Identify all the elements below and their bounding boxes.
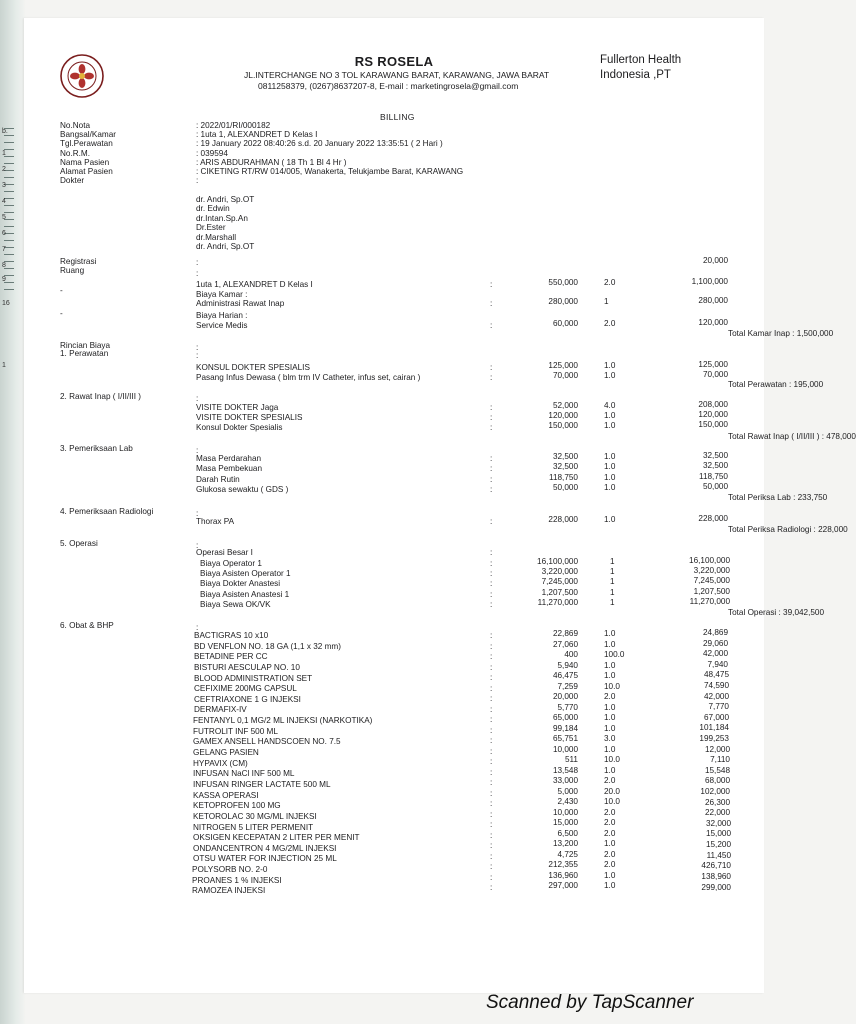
item-name: CEFIXIME 200MG CAPSUL: [194, 684, 297, 694]
item-qty: 1.0: [604, 361, 616, 370]
item-total: 22,000: [704, 808, 730, 818]
item-name: CEFTRIAXONE 1 G INJEKSI: [194, 694, 301, 704]
item-colon: :: [490, 767, 493, 777]
margin-number: 6: [2, 230, 6, 237]
item-total: 26,300: [704, 797, 730, 807]
item-qty: 2.0: [604, 807, 616, 817]
doctor-name: dr. Andri, Sp.OT: [196, 195, 255, 204]
item-name: Biaya Asisten Operator 1: [200, 569, 291, 579]
margin-tick: [4, 254, 14, 255]
item-colon: :: [490, 548, 493, 557]
item-price: 13,548: [552, 765, 578, 775]
dash-mark: -: [60, 286, 63, 295]
item-total: 426,710: [701, 861, 731, 871]
item-total: 68,000: [704, 776, 730, 786]
item-qty: 100.0: [604, 650, 625, 659]
item-qty: 1.0: [604, 660, 616, 670]
section-colon: :: [196, 623, 199, 632]
item-colon: :: [490, 799, 493, 808]
item-price: 13,200: [552, 839, 578, 848]
item-name: Masa Perdarahan: [196, 454, 262, 463]
item-price: 5,000: [557, 786, 578, 796]
item-price: 297,000: [548, 881, 578, 890]
subtotal: Total Kamar Inap : 1,500,000: [728, 329, 834, 338]
subtotal: Total Periksa Lab : 233,750: [728, 493, 828, 502]
margin-number: 3: [2, 182, 6, 189]
item-price: 33,000: [552, 776, 578, 785]
section-label: 4. Pemeriksaan Radiologi: [60, 507, 154, 516]
item-colon: :: [490, 704, 493, 714]
item-total: 7,940: [707, 659, 728, 669]
item-name: GAMEX ANSELL HANDSCOEN NO. 7.5: [193, 737, 341, 747]
info-label: Tgl.Perawatan: [60, 139, 113, 149]
item-price: 65,000: [552, 713, 578, 722]
item-total: 1,207,500: [693, 586, 730, 596]
item-qty: 1.0: [604, 421, 616, 430]
item-total: 15,000: [705, 829, 731, 839]
item-colon: :: [490, 631, 493, 640]
margin-tick: [4, 289, 14, 290]
item-name: Darah Rutin: [196, 474, 240, 484]
item-name: RAMOZEA INJEKSI: [192, 886, 266, 896]
item-total: 32,500: [702, 461, 728, 471]
item-total: 16,100,000: [689, 556, 730, 565]
item-name: BETADINE PER CC: [194, 652, 268, 662]
doctor-name: dr.Intan.Sp.An: [196, 213, 248, 223]
item-name: Administrasi Rawat Inap: [196, 299, 285, 308]
item-price: 150,000: [548, 421, 578, 430]
item-total: 7,110: [710, 755, 730, 765]
item-colon: :: [490, 280, 493, 289]
section-colon: :: [196, 541, 199, 550]
item-colon: :: [490, 403, 493, 412]
subtotal: Total Operasi : 39,042,500: [728, 608, 825, 617]
item-total: 42,000: [703, 691, 729, 701]
item-colon: :: [490, 363, 493, 372]
item-colon: :: [490, 321, 493, 330]
item-qty: 1.0: [604, 744, 616, 754]
section-label: 2. Rawat Inap ( I/II/III ): [60, 392, 141, 401]
section-colon: :: [196, 343, 199, 352]
item-qty: 1.0: [604, 839, 616, 848]
item-colon: :: [490, 862, 493, 871]
item-name: OTSU WATER FOR INJECTION 25 ML: [193, 854, 337, 864]
item-price: 120,000: [548, 411, 578, 420]
margin-number: 4: [2, 198, 6, 205]
item-total: 32,000: [705, 818, 731, 828]
item-price: 2,430: [557, 797, 578, 806]
dash-mark: -: [60, 309, 63, 318]
item-colon: :: [490, 746, 493, 756]
item-total: 11,450: [706, 850, 731, 860]
item-colon: :: [490, 641, 493, 651]
item-name: Operasi Besar I: [196, 548, 253, 557]
item-name: BISTURI AESCULAP NO. 10: [194, 662, 300, 672]
item-total: 67,000: [703, 712, 729, 722]
section-label: 1. Perawatan: [60, 349, 109, 358]
item-price: 136,960: [548, 870, 578, 880]
scanner-watermark: Scanned by TapScanner: [486, 992, 694, 1013]
item-qty: 2.0: [604, 828, 616, 838]
item-colon: :: [490, 652, 493, 661]
section-label: 6. Obat & BHP: [60, 621, 114, 630]
item-qty: 1.0: [604, 629, 616, 638]
hospital-name: RS ROSELA: [354, 54, 434, 69]
item-colon: :: [490, 423, 493, 432]
item-name: KONSUL DOKTER SPESIALIS: [196, 363, 310, 372]
item-total: 150,000: [698, 420, 728, 429]
item-name: GELANG PASIEN: [193, 748, 259, 758]
item-qty: 1.0: [604, 472, 616, 482]
item-total: 125,000: [698, 360, 728, 369]
item-price: 280,000: [548, 297, 578, 306]
item-total: 228,000: [698, 514, 728, 523]
margin-number: 1: [2, 150, 6, 157]
info-label: Alamat Pasien: [60, 167, 113, 176]
info-label: No.R.M.: [60, 148, 91, 158]
item-qty: 1.0: [604, 452, 616, 461]
info-value: : 039594: [196, 148, 228, 158]
item-price: 125,000: [548, 361, 578, 370]
subtotal: Total Perawatan : 195,000: [728, 380, 824, 389]
margin-tick: [4, 177, 14, 178]
item-name: 1uta 1, ALEXANDRET D Kelas I: [196, 280, 313, 289]
item-total: 120,000: [698, 410, 728, 419]
item-total: 208,000: [698, 400, 728, 409]
item-total: 7,245,000: [693, 576, 730, 586]
item-total: 280,000: [698, 296, 728, 305]
item-colon: :: [490, 599, 493, 609]
item-name: Biaya Operator 1: [200, 559, 262, 568]
item-price: 1,207,500: [541, 587, 578, 597]
item-colon: :: [490, 579, 493, 589]
margin-tick: [4, 191, 14, 192]
item-colon: :: [490, 757, 493, 766]
section-colon: :: [196, 509, 199, 518]
margin-number: 2: [2, 166, 6, 173]
hospital-address: JL.INTERCHANGE NO 3 TOL KARAWANG BARAT, KARAWANG, JAWA BARAT: [244, 70, 550, 80]
margin-tick: [4, 226, 14, 227]
item-name: BLOOD ADMINISTRATION SET: [194, 673, 313, 683]
subhead: Biaya Kamar :: [196, 290, 248, 299]
item-name: Konsul Dokter Spesialis: [196, 423, 283, 432]
item-price: 400: [564, 650, 578, 659]
item-total: 3,220,000: [693, 566, 730, 576]
margin-tick: [4, 135, 14, 136]
item-name: KASSA OPERASI: [193, 790, 259, 800]
item-colon: :: [490, 673, 493, 682]
document-title: BILLING: [380, 112, 415, 122]
doctor-name: dr. Andri, Sp.OT: [196, 242, 255, 251]
item-qty: 1.0: [604, 639, 616, 649]
item-name: VISITE DOKTER Jaga: [196, 403, 279, 412]
item-colon: :: [490, 464, 493, 474]
info-label: Nama Pasien: [60, 157, 110, 167]
item-colon: :: [490, 694, 493, 703]
item-qty: 1.0: [604, 515, 616, 524]
item-total: 299,000: [701, 882, 731, 892]
insurer-name: Fullerton Health: [600, 54, 682, 66]
item-qty: 1.0: [604, 411, 616, 420]
item-colon: :: [490, 809, 493, 819]
item-qty: 1: [610, 557, 615, 566]
item-colon: :: [490, 413, 493, 422]
item-total: 1,100,000: [691, 277, 728, 286]
section-colon: :: [196, 351, 199, 360]
item-colon: :: [490, 841, 493, 850]
margin-number: 1: [2, 362, 6, 369]
item-total: 20,000: [702, 256, 728, 265]
margin-tick: [4, 163, 14, 164]
item-price: 228,000: [548, 515, 578, 524]
insurer-company: Indonesia ,PT: [600, 69, 671, 81]
item-colon: :: [490, 715, 493, 724]
item-name: Service Medis: [196, 321, 248, 330]
item-total: 42,000: [702, 649, 728, 659]
item-name: Thorax PA: [196, 517, 235, 526]
item-total: 15,200: [705, 840, 731, 850]
info-label: Dokter: [60, 176, 85, 186]
item-qty: 1.0: [604, 765, 616, 775]
item-price: 7,245,000: [541, 577, 578, 587]
item-name: NITROGEN 5 LITER PERMENIT: [193, 822, 314, 832]
item-colon: :: [490, 883, 493, 892]
item-colon: :: [490, 589, 493, 599]
item-qty: 1: [610, 597, 615, 607]
item-price: 20,000: [552, 692, 578, 701]
item-qty: 2.0: [604, 818, 616, 827]
item-qty: 3.0: [604, 734, 616, 743]
item-name: Biaya Asisten Anastesi 1: [200, 589, 290, 599]
item-price: 60,000: [552, 319, 578, 328]
billing-sheet: [24, 18, 764, 993]
item-price: 32,500: [552, 462, 578, 472]
item-qty: 2.0: [604, 849, 616, 859]
section-colon: :: [196, 269, 199, 278]
item-colon: :: [490, 559, 493, 568]
item-qty: 1.0: [604, 671, 616, 680]
item-total: 120,000: [698, 318, 728, 327]
item-qty: 1.0: [604, 462, 616, 472]
item-total: 138,960: [701, 871, 731, 881]
item-colon: :: [490, 454, 493, 463]
item-total: 199,253: [699, 734, 729, 744]
item-total: 15,548: [704, 765, 730, 775]
item-price: 212,355: [548, 860, 578, 869]
item-name: BACTIGRAS 10 x10: [194, 631, 269, 640]
margin-tick: [4, 212, 14, 213]
item-price: 118,750: [549, 472, 578, 482]
item-name: ONDANCENTRON 4 MG/2ML INJEKSI: [193, 843, 337, 853]
item-colon: :: [490, 474, 493, 484]
item-colon: :: [490, 569, 493, 579]
margin-number: 7: [2, 246, 6, 253]
item-price: 550,000: [548, 278, 578, 287]
item-colon: :: [490, 778, 493, 787]
item-qty: 2.0: [604, 860, 616, 869]
item-price: 52,000: [552, 401, 578, 410]
item-price: 16,100,000: [537, 557, 578, 566]
item-qty: 1.0: [604, 371, 616, 380]
info-label: No.Nota: [60, 121, 91, 130]
item-qty: 1: [610, 587, 615, 597]
info-value: : 2022/01/RI/000182: [196, 121, 271, 130]
item-total: 118,750: [699, 471, 728, 481]
doctor-name: Dr.Ester: [196, 223, 226, 233]
item-colon: :: [490, 299, 493, 308]
item-total: 32,500: [702, 451, 728, 460]
item-qty: 1.0: [604, 723, 616, 733]
item-price: 22,869: [552, 629, 578, 638]
info-value: : 19 January 2022 08:40:26 s.d. 20 January 2022 13:35:51 ( 2 Hari ): [196, 139, 443, 149]
item-price: 511: [564, 755, 578, 764]
item-colon: :: [490, 485, 493, 495]
info-value: : ARIS ABDURAHMAN ( 18 Th 1 Bl 4 Hr ): [196, 157, 347, 167]
item-qty: 1: [604, 297, 609, 306]
item-price: 32,500: [552, 452, 578, 461]
scan-left-edge: [0, 0, 26, 1024]
item-price: 10,000: [552, 744, 578, 754]
item-name: KETOPROFEN 100 MG: [193, 801, 281, 811]
item-price: 70,000: [552, 371, 578, 380]
item-price: 46,475: [552, 671, 578, 680]
subtotal: Total Rawat Inap ( I/II/III ) : 478,000: [728, 432, 856, 441]
item-price: 5,940: [557, 660, 578, 670]
margin-number: 8: [2, 262, 6, 269]
margin-tick: [4, 240, 14, 241]
item-qty: 1: [610, 567, 615, 577]
section-label: 3. Pemeriksaan Lab: [60, 444, 133, 453]
item-qty: 1: [610, 577, 615, 587]
item-total: 102,000: [700, 787, 730, 797]
doctor-name: dr. Edwin: [196, 204, 230, 214]
item-price: 15,000: [552, 818, 578, 827]
item-qty: 10.0: [604, 681, 620, 691]
hospital-contact: 0811258379, (0267)8637207-8, E-mail : marketingrosela@gmail.com: [258, 81, 519, 91]
info-value: :: [196, 176, 199, 186]
item-name: INFUSAN RINGER LACTATE 500 ML: [193, 779, 331, 789]
info-label: Bangsal/Kamar: [60, 130, 116, 140]
margin-number: 16: [2, 300, 10, 307]
section-label: Registrasi: [60, 257, 97, 266]
item-name: KETOROLAC 30 MG/ML INJEKSI: [193, 811, 317, 821]
item-total: 50,000: [702, 482, 728, 492]
margin-number: 5: [2, 214, 6, 221]
item-total: 101,184: [699, 723, 729, 733]
item-colon: :: [490, 683, 493, 693]
item-qty: 1.0: [604, 702, 616, 712]
item-qty: 10.0: [604, 755, 620, 764]
item-name: PROANES 1 % INJEKSI: [192, 875, 282, 885]
section-label: Rincian Biaya: [60, 341, 111, 350]
item-colon: :: [490, 872, 493, 882]
section-label: 5. Operasi: [60, 539, 98, 548]
item-name: Glukosa sewaktu ( GDS ): [196, 485, 289, 495]
item-name: INFUSAN NaCl INF 500 ML: [193, 769, 295, 779]
item-price: 50,000: [552, 483, 578, 493]
item-qty: 20.0: [604, 786, 620, 796]
item-total: 48,475: [703, 670, 729, 680]
item-price: 10,000: [552, 807, 578, 817]
item-colon: :: [490, 662, 493, 672]
item-name: FUTROLIT INF 500 ML: [193, 726, 278, 736]
margin-tick: [4, 205, 14, 206]
section-colon: :: [196, 446, 199, 455]
item-qty: 4.0: [604, 401, 616, 410]
item-colon: :: [490, 373, 493, 382]
item-price: 65,751: [552, 734, 578, 743]
item-name: FENTANYL 0,1 MG/2 ML INJEKSI (NARKOTIKA): [193, 716, 373, 726]
item-total: 70,000: [702, 370, 728, 379]
item-price: 7,259: [557, 681, 578, 691]
section-colon: :: [196, 394, 199, 403]
item-name: Masa Pembekuan: [196, 464, 262, 474]
item-price: 4,725: [557, 849, 578, 859]
item-qty: 1.0: [604, 881, 616, 890]
item-qty: 2.0: [604, 278, 616, 287]
item-qty: 1.0: [604, 713, 616, 722]
item-name: OKSIGEN KECEPATAN 2 LITER PER MENIT: [193, 833, 360, 843]
item-colon: :: [490, 820, 493, 829]
item-qty: 2.0: [604, 319, 616, 328]
item-name: Biaya Dokter Anastesi: [200, 579, 281, 589]
item-colon: :: [490, 830, 493, 840]
item-price: 3,220,000: [541, 567, 578, 577]
item-total: 74,590: [703, 681, 729, 691]
item-colon: :: [490, 788, 493, 798]
item-price: 27,060: [552, 639, 578, 649]
item-name: Pasang Infus Dewasa ( blm trm IV Catheter, infus set, cairan ): [196, 373, 421, 382]
item-qty: 1.0: [604, 870, 616, 880]
item-colon: :: [490, 736, 493, 745]
doctor-name: dr.Marshall: [196, 232, 237, 242]
item-price: 6,500: [557, 828, 578, 838]
item-colon: :: [490, 725, 493, 735]
item-name: DERMAFIX-IV: [194, 705, 247, 715]
item-total: 29,060: [702, 638, 728, 648]
info-value: : 1uta 1, ALEXANDRET D Kelas I: [196, 130, 318, 140]
item-qty: 2.0: [604, 692, 616, 701]
item-price: 99,184: [552, 723, 578, 733]
subhead: Biaya Harian :: [196, 311, 248, 320]
item-name: BD VENFLON NO. 18 GA (1,1 x 32 mm): [194, 641, 341, 651]
item-total: 24,869: [702, 628, 728, 637]
item-price: 11,270,000: [537, 597, 578, 607]
margin-tick: [4, 142, 14, 143]
item-colon: :: [490, 851, 493, 861]
item-total: 12,000: [704, 744, 730, 754]
section-label: Ruang: [60, 266, 85, 275]
item-name: HYPAVIX (CM): [193, 758, 248, 768]
section-colon: :: [196, 258, 199, 267]
margin-number: b.: [2, 128, 8, 135]
item-qty: 10.0: [604, 797, 620, 806]
item-name: VISITE DOKTER SPESIALIS: [196, 413, 303, 422]
item-price: 5,770: [557, 702, 578, 712]
item-qty: 2.0: [604, 776, 616, 785]
item-name: Biaya Sewa OK/VK: [200, 599, 271, 609]
item-total: 11,270,000: [689, 596, 730, 606]
item-colon: :: [490, 517, 493, 526]
item-total: 7,770: [708, 702, 729, 712]
item-name: POLYSORB NO. 2-0: [192, 865, 268, 875]
info-value: : CIKETING RT/RW 014/005, Wanakerta, Telukjambe Barat, KARAWANG: [196, 167, 464, 176]
margin-number: 9: [2, 276, 6, 283]
subtotal: Total Periksa Radiologi : 228,000: [728, 525, 848, 534]
item-qty: 1.0: [604, 483, 616, 493]
